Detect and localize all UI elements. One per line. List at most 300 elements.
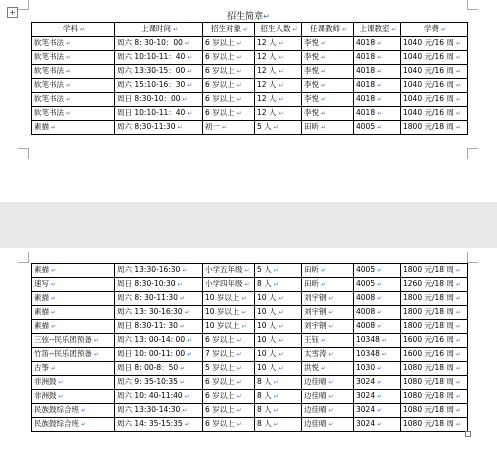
cell-mark-icon: ↵ <box>278 96 284 103</box>
table-cell[interactable] <box>203 278 255 292</box>
cell-mark-icon: ↵ <box>51 267 57 274</box>
cell-mark-icon: ↵ <box>66 54 72 61</box>
cell-text: 10 人 <box>257 335 277 344</box>
table-cell[interactable] <box>255 93 302 107</box>
cell-text: 10 人 <box>257 293 277 302</box>
header-cell[interactable]: 上课教室 ↵ <box>354 23 401 37</box>
cell-text: 5 岁以上 <box>205 363 235 372</box>
cell-text: 周日 8: 00-8：50 <box>117 363 179 372</box>
table-cell[interactable] <box>354 418 401 432</box>
table-cell[interactable] <box>203 93 255 107</box>
cell-text: 1080 元/18 周 <box>403 405 454 414</box>
table-cell[interactable] <box>354 320 401 334</box>
table-cell[interactable] <box>302 65 354 79</box>
cell-text: 4005 <box>356 122 376 131</box>
cell-mark-icon: ↵ <box>278 295 284 302</box>
cell-mark-icon: ↵ <box>321 267 327 274</box>
cell-text: 周六 13:30-16:30 <box>117 265 181 274</box>
cell-mark-icon: ↵ <box>455 407 461 414</box>
table-row <box>32 79 468 93</box>
table-cell[interactable] <box>32 306 115 320</box>
table-cell[interactable] <box>302 51 354 65</box>
table-cell[interactable] <box>255 376 302 390</box>
cell-text: 4018 <box>356 66 376 75</box>
table-cell[interactable] <box>115 418 203 432</box>
cell-text: 4008 <box>356 321 376 330</box>
table-cell[interactable] <box>255 37 302 51</box>
table-cell[interactable] <box>203 79 255 93</box>
cell-mark-icon: ↵ <box>328 295 334 302</box>
table-cell[interactable] <box>401 376 468 390</box>
table-cell[interactable] <box>203 334 255 348</box>
table-cell[interactable] <box>115 390 203 404</box>
table-cell[interactable] <box>255 107 302 121</box>
table-cell[interactable] <box>32 348 115 362</box>
table-row <box>32 348 468 362</box>
cell-text: 12 人 <box>257 80 277 89</box>
table-cell[interactable] <box>354 264 401 278</box>
cell-text: 1800 元/18 周 <box>403 321 454 330</box>
table-cell[interactable] <box>115 37 203 51</box>
cell-mark-icon: ↵ <box>278 337 284 344</box>
table-cell[interactable] <box>302 404 354 418</box>
cell-mark-icon: ↵ <box>184 309 190 316</box>
cell-text: 1600 元/16 周 <box>403 335 454 344</box>
table-cell[interactable] <box>115 348 203 362</box>
table-cell[interactable] <box>401 292 468 306</box>
table-cell[interactable] <box>32 418 115 432</box>
table-cell[interactable] <box>354 278 401 292</box>
table-cell[interactable] <box>115 264 203 278</box>
table-cell[interactable] <box>115 292 203 306</box>
cell-text: 边佳晴 <box>304 405 327 414</box>
table-cell[interactable] <box>302 121 354 135</box>
table-cell[interactable] <box>354 93 401 107</box>
cell-text: 三弦--民乐团预备 <box>34 335 92 344</box>
table-cell[interactable] <box>302 348 354 362</box>
table-cell[interactable] <box>203 51 255 65</box>
table-cell[interactable] <box>255 292 302 306</box>
cell-text: 5 人 <box>257 122 272 131</box>
table-cell[interactable] <box>32 334 115 348</box>
table-cell[interactable] <box>32 292 115 306</box>
margin-corner-marker <box>467 252 478 263</box>
cell-text: 6 岁以上 <box>205 335 235 344</box>
table-cell[interactable] <box>255 79 302 93</box>
table-cell[interactable] <box>115 320 203 334</box>
table-cell[interactable] <box>203 390 255 404</box>
table-row <box>32 404 468 418</box>
header-cell[interactable]: 学科 ↵ <box>32 23 115 37</box>
cell-text: 6 岁以上 <box>205 94 235 103</box>
table-cell[interactable] <box>255 320 302 334</box>
cell-text: 4008 <box>356 307 376 316</box>
table-cell[interactable] <box>255 51 302 65</box>
cell-mark-icon: ↵ <box>236 421 242 428</box>
table-cell[interactable] <box>203 376 255 390</box>
cell-mark-icon: ↵ <box>440 26 447 33</box>
cell-mark-icon: ↵ <box>328 407 334 414</box>
paragraph-mark-icon: ↵ <box>263 12 270 21</box>
cell-mark-icon: ↵ <box>177 124 183 131</box>
table-cell[interactable] <box>115 278 203 292</box>
table-header-row <box>32 23 468 37</box>
table-cell[interactable] <box>203 348 255 362</box>
table-cell[interactable] <box>115 334 203 348</box>
table-cell[interactable] <box>302 362 354 376</box>
table-cell[interactable] <box>115 93 203 107</box>
cell-mark-icon: ↵ <box>377 68 383 75</box>
table-cell[interactable] <box>32 79 115 93</box>
cell-text: 李悦 <box>304 52 319 61</box>
table-cell[interactable] <box>354 65 401 79</box>
table-cell[interactable] <box>302 334 354 348</box>
cell-mark-icon: ↵ <box>292 26 298 33</box>
table-row <box>32 362 468 376</box>
table-cell[interactable] <box>115 121 203 135</box>
cell-mark-icon: ↵ <box>273 267 279 274</box>
cell-mark-icon: ↵ <box>51 323 57 330</box>
cell-text: 12 人 <box>257 108 277 117</box>
table-cell[interactable] <box>115 79 203 93</box>
cell-mark-icon: ↵ <box>236 351 242 358</box>
cell-mark-icon: ↵ <box>236 40 242 47</box>
header-cell[interactable]: 上课时间 ↵ <box>115 23 203 37</box>
cell-text: 王钰 <box>304 335 319 344</box>
cell-text: 4018 <box>356 52 376 61</box>
cell-mark-icon: ↵ <box>244 281 250 288</box>
cell-mark-icon: ↵ <box>187 337 193 344</box>
cell-text: 李悦 <box>304 94 319 103</box>
cell-text: 软笔书法 <box>34 38 64 47</box>
table-cell[interactable] <box>302 93 354 107</box>
cell-text: 1080 元/18 周 <box>403 377 454 386</box>
cell-text: 边佳晴 <box>304 419 327 428</box>
cell-mark-icon: ↵ <box>321 82 327 89</box>
cell-mark-icon: ↵ <box>236 82 242 89</box>
table-cell[interactable] <box>32 93 115 107</box>
table-cell[interactable] <box>401 320 468 334</box>
table-row <box>32 306 468 320</box>
table-cell[interactable] <box>302 107 354 121</box>
cell-mark-icon: ↵ <box>182 96 188 103</box>
table-cell[interactable] <box>354 306 401 320</box>
table-cell[interactable] <box>401 306 468 320</box>
table-cell[interactable] <box>203 121 255 135</box>
table-cell[interactable] <box>401 65 468 79</box>
cell-text: 周日 8:30-10:30 <box>117 279 176 288</box>
table-move-handle-icon[interactable]: + <box>7 7 18 18</box>
table-cell[interactable] <box>401 121 468 135</box>
table-cell[interactable] <box>255 334 302 348</box>
cell-text: 周日 10:10-11：40 <box>117 108 186 117</box>
table-cell[interactable] <box>255 348 302 362</box>
cell-text: 李悦 <box>304 38 319 47</box>
cell-mark-icon: ↵ <box>184 393 190 400</box>
cell-text: 李悦 <box>304 108 319 117</box>
table-cell[interactable] <box>354 79 401 93</box>
table-cell[interactable] <box>354 362 401 376</box>
cell-text: 刘宇钢 <box>304 293 327 302</box>
cell-text: 边佳晴 <box>304 377 327 386</box>
title-text: 招生简章 <box>227 12 264 22</box>
schedule-table-2[interactable] <box>31 263 468 432</box>
cell-text: 素描 <box>34 265 49 274</box>
table-cell[interactable] <box>32 362 115 376</box>
cell-mark-icon: ↵ <box>244 267 250 274</box>
cell-text: 素描 <box>34 321 49 330</box>
table-row <box>32 390 468 404</box>
cell-mark-icon: ↵ <box>328 393 334 400</box>
cell-text: 周日 8:30-11: 30 <box>117 321 178 330</box>
cell-mark-icon: ↵ <box>328 309 334 316</box>
cell-mark-icon: ↵ <box>377 281 383 288</box>
table-cell[interactable] <box>401 390 468 404</box>
table-cell[interactable] <box>203 320 255 334</box>
table-cell[interactable] <box>255 390 302 404</box>
cell-text: 初一 <box>205 122 220 131</box>
cell-text: 刘宇钢 <box>304 307 327 316</box>
table-cell[interactable] <box>354 37 401 51</box>
cell-text: 4018 <box>356 94 376 103</box>
cell-text: 10 人 <box>257 307 277 316</box>
cell-mark-icon: ↵ <box>321 110 327 117</box>
table-cell[interactable] <box>401 51 468 65</box>
cell-text: 6 岁以上 <box>205 108 235 117</box>
table-cell[interactable] <box>115 404 203 418</box>
table-cell[interactable] <box>302 264 354 278</box>
cell-mark-icon: ↵ <box>51 295 57 302</box>
cell-mark-icon: ↵ <box>66 68 72 75</box>
table-cell[interactable] <box>401 334 468 348</box>
cell-text: 1080 元/18 周 <box>403 391 454 400</box>
cell-mark-icon: ↵ <box>66 82 72 89</box>
table-cell[interactable] <box>255 418 302 432</box>
table-cell[interactable] <box>203 107 255 121</box>
cell-mark-icon: ↵ <box>455 337 461 344</box>
cell-mark-icon: ↵ <box>321 96 327 103</box>
table-cell[interactable] <box>203 292 255 306</box>
table-resize-handle-icon[interactable] <box>465 431 471 437</box>
cell-mark-icon: ↵ <box>66 40 72 47</box>
cell-text: 1800 元/18 周 <box>403 293 454 302</box>
table-cell[interactable] <box>255 121 302 135</box>
table-cell[interactable] <box>401 107 468 121</box>
table-cell[interactable] <box>302 320 354 334</box>
cell-text: 软笔书法 <box>34 66 64 75</box>
table-cell[interactable] <box>401 278 468 292</box>
table-cell[interactable] <box>302 37 354 51</box>
cell-text: 边佳晴 <box>304 391 327 400</box>
cell-text: 1260 元/18 周 <box>403 279 454 288</box>
cell-text: 速写 <box>34 279 49 288</box>
page-2 <box>0 248 497 457</box>
cell-text: 6 岁以上 <box>205 66 235 75</box>
cell-mark-icon: ↵ <box>236 337 242 344</box>
cell-mark-icon: ↵ <box>51 124 57 131</box>
cell-mark-icon: ↵ <box>278 323 284 330</box>
table-cell[interactable] <box>203 264 255 278</box>
table-cell[interactable] <box>255 362 302 376</box>
cell-mark-icon: ↵ <box>377 379 383 386</box>
table-cell[interactable] <box>32 320 115 334</box>
cell-text: 竹笛--民乐团预备 <box>34 349 92 358</box>
cell-text: 10 人 <box>257 363 277 372</box>
cell-text: 软笔书法 <box>34 108 64 117</box>
cell-mark-icon: ↵ <box>377 393 383 400</box>
header-cell[interactable]: 招生人数 ↵ <box>255 23 302 37</box>
table-cell[interactable] <box>203 418 255 432</box>
table-cell[interactable] <box>32 376 115 390</box>
table-cell[interactable] <box>302 418 354 432</box>
cell-mark-icon: ↵ <box>93 351 99 358</box>
table-cell[interactable] <box>32 121 115 135</box>
table-cell[interactable] <box>32 65 115 79</box>
cell-text: 小学四年级 <box>205 279 243 288</box>
cell-text: 4018 <box>356 80 376 89</box>
table-cell[interactable] <box>115 376 203 390</box>
cell-mark-icon: ↵ <box>377 309 383 316</box>
table-cell[interactable] <box>354 121 401 135</box>
table-cell[interactable] <box>255 65 302 79</box>
cell-text: 4005 <box>356 279 376 288</box>
cell-mark-icon: ↵ <box>455 295 461 302</box>
table-cell[interactable] <box>203 65 255 79</box>
table-cell[interactable] <box>354 390 401 404</box>
cell-text: 李悦 <box>304 80 319 89</box>
table-cell[interactable] <box>32 107 115 121</box>
table-cell[interactable] <box>401 93 468 107</box>
cell-mark-icon: ↵ <box>278 82 284 89</box>
cell-text: 12 人 <box>257 38 277 47</box>
cell-text: 1040 元/16 周 <box>403 80 454 89</box>
cell-mark-icon: ↵ <box>66 96 72 103</box>
cell-text: 10348 <box>356 349 380 358</box>
table-cell[interactable] <box>32 390 115 404</box>
table-cell[interactable] <box>115 362 203 376</box>
cell-mark-icon: ↵ <box>455 365 461 372</box>
cell-mark-icon: ↵ <box>93 337 99 344</box>
table-cell[interactable] <box>401 79 468 93</box>
table-cell[interactable] <box>302 376 354 390</box>
table-row <box>32 107 468 121</box>
cell-mark-icon: ↵ <box>241 309 247 316</box>
table-row <box>32 376 468 390</box>
table-cell[interactable] <box>354 376 401 390</box>
table-cell[interactable] <box>255 278 302 292</box>
cell-mark-icon: ↵ <box>341 26 348 33</box>
table-cell[interactable] <box>354 334 401 348</box>
table-cell[interactable] <box>32 264 115 278</box>
cell-text: 10 岁以上 <box>205 293 240 302</box>
table-cell[interactable] <box>401 362 468 376</box>
cell-mark-icon: ↵ <box>278 68 284 75</box>
cell-text: 1040 元/16 周 <box>403 94 454 103</box>
table-cell[interactable] <box>32 51 115 65</box>
cell-mark-icon: ↵ <box>455 40 461 47</box>
table-cell[interactable] <box>255 404 302 418</box>
table-cell[interactable] <box>302 278 354 292</box>
table-cell[interactable] <box>115 51 203 65</box>
cell-text: 1600 元/16 周 <box>403 349 454 358</box>
table-cell[interactable] <box>354 292 401 306</box>
cell-mark-icon: ↵ <box>455 393 461 400</box>
cell-mark-icon: ↵ <box>51 365 57 372</box>
table-cell[interactable] <box>401 418 468 432</box>
cell-mark-icon: ↵ <box>241 295 247 302</box>
cell-mark-icon: ↵ <box>278 309 284 316</box>
table-cell[interactable] <box>302 306 354 320</box>
cell-mark-icon: ↵ <box>391 26 397 33</box>
table-cell[interactable] <box>203 37 255 51</box>
cell-text: 民族鼓综合班 <box>34 405 79 414</box>
table-cell[interactable] <box>32 278 115 292</box>
table-cell[interactable] <box>354 107 401 121</box>
cell-mark-icon: ↵ <box>187 110 193 117</box>
page-gap <box>0 202 497 248</box>
table-cell[interactable] <box>203 306 255 320</box>
cell-mark-icon: ↵ <box>381 351 387 358</box>
table-cell[interactable] <box>115 65 203 79</box>
table-cell[interactable] <box>115 306 203 320</box>
cell-mark-icon: ↵ <box>321 54 327 61</box>
header-cell[interactable]: 任课教师 ↵ <box>302 23 354 37</box>
table-row <box>32 320 468 334</box>
table-cell[interactable] <box>255 264 302 278</box>
cell-text: 周六 15:10-16：30 <box>117 80 186 89</box>
table-cell[interactable] <box>203 404 255 418</box>
header-cell[interactable]: 学费 ↵ <box>401 23 468 37</box>
cell-text: 素描 <box>34 307 49 316</box>
table-cell[interactable] <box>32 404 115 418</box>
cell-mark-icon: ↵ <box>273 379 279 386</box>
table-cell[interactable] <box>115 107 203 121</box>
cell-text: 软笔书法 <box>34 52 64 61</box>
table-cell[interactable] <box>401 404 468 418</box>
table-row <box>32 264 468 278</box>
table-cell[interactable] <box>401 264 468 278</box>
cell-mark-icon: ↵ <box>236 110 242 117</box>
cell-mark-icon: ↵ <box>377 365 383 372</box>
table-cell[interactable] <box>203 362 255 376</box>
table-cell[interactable] <box>354 404 401 418</box>
cell-mark-icon: ↵ <box>321 281 327 288</box>
cell-mark-icon: ↵ <box>328 323 334 330</box>
schedule-table-1[interactable] <box>31 22 468 135</box>
table-cell[interactable] <box>32 37 115 51</box>
cell-mark-icon: ↵ <box>328 351 334 358</box>
table-cell[interactable] <box>302 390 354 404</box>
table-row <box>32 93 468 107</box>
cell-text: 周六 9: 35-10:35 <box>117 377 178 386</box>
cell-mark-icon: ↵ <box>242 26 249 33</box>
table-cell[interactable] <box>354 348 401 362</box>
table-cell[interactable] <box>401 37 468 51</box>
cell-mark-icon: ↵ <box>278 351 284 358</box>
cell-text: 非洲鼓 <box>34 377 57 386</box>
table-cell[interactable] <box>302 292 354 306</box>
table-cell[interactable] <box>401 348 468 362</box>
table-cell[interactable] <box>255 306 302 320</box>
cell-text: 软笔书法 <box>34 80 64 89</box>
cell-text: 刘宇钢 <box>304 321 327 330</box>
table-cell[interactable] <box>302 79 354 93</box>
cell-mark-icon: ↵ <box>58 379 64 386</box>
header-cell[interactable]: 招生对象 ↵ <box>203 23 255 37</box>
cell-mark-icon: ↵ <box>179 323 185 330</box>
cell-text: 7 岁以上 <box>205 349 235 358</box>
table-cell[interactable] <box>354 51 401 65</box>
